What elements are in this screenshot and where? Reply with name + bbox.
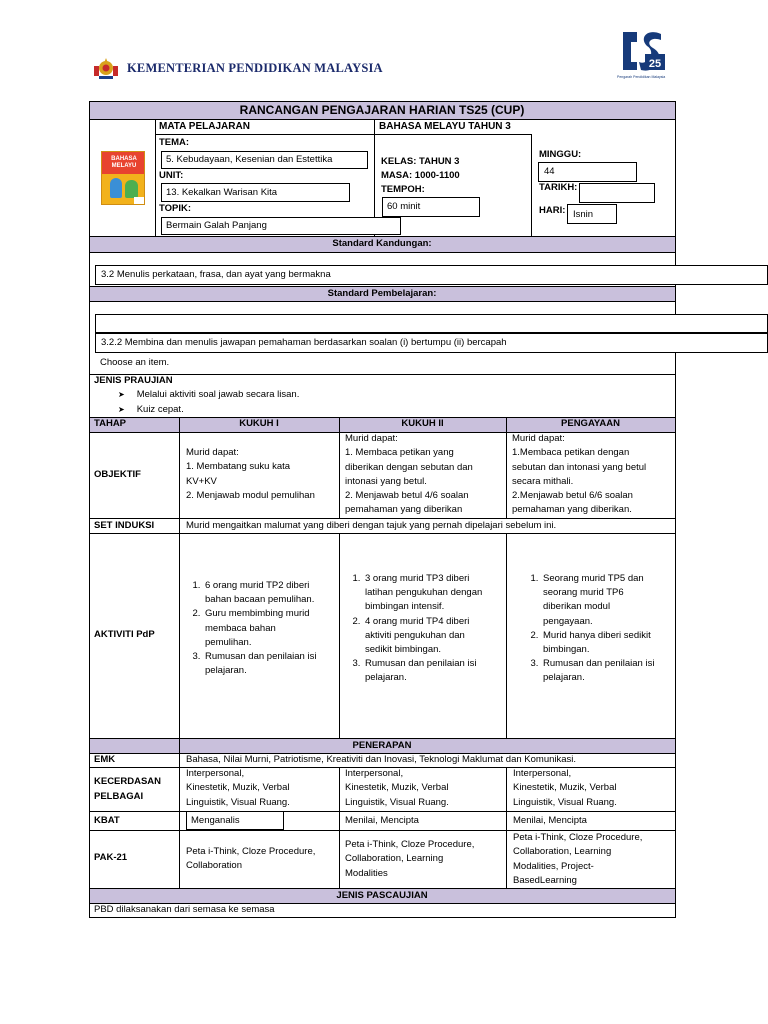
tarikh-field[interactable] xyxy=(579,183,655,203)
kecerdasan-pengayaan: Interpersonal, Kinestetik, Muzik, Verbal Linguistik, Visual Ruang. xyxy=(513,768,617,808)
pak21-kukuh-2: Peta i-Think, Cloze Procedure, Collaboration, Learning Modalities xyxy=(345,839,475,879)
unit-value: 13. Kekalkan Warisan Kita xyxy=(166,187,278,198)
kbat-kukuh-2: Menilai, Mencipta xyxy=(345,815,419,826)
ts25-logo xyxy=(617,26,667,82)
praujian-item: ➤ Melalui aktiviti soal jawab secara lisan. xyxy=(118,389,300,400)
kandungan-field[interactable] xyxy=(95,265,768,285)
ministry-title: KEMENTERIAN PENDIDIKAN MALAYSIA xyxy=(127,61,383,75)
pembelajaran-field[interactable] xyxy=(95,333,768,353)
topik-value: Bermain Galah Panjang xyxy=(166,220,267,231)
tarikh-label: TARIKH: xyxy=(539,182,578,193)
tema-label: TEMA: xyxy=(159,137,190,148)
kecerdasan-kukuh-1: Interpersonal, Kinestetik, Muzik, Verbal Linguistik, Visual Ruang. xyxy=(186,768,290,808)
topik-field[interactable] xyxy=(161,217,401,235)
minggu-field[interactable] xyxy=(538,162,637,182)
unit-field[interactable] xyxy=(161,183,350,202)
tahap-label: TAHAP xyxy=(94,418,127,429)
hari-value: Isnin xyxy=(573,209,594,220)
aktiviti-kukuh-2: 1. 3 orang murid TP3 diberi latihan pengukuhan dengan bimbingan intensif. 2. 4 orang murid TP4 diberi aktiviti pengukuhan dan sedikit bimbingan. 3. Rumusan dan penilaian isi pelajaran. xyxy=(340,572,505,686)
set-induksi-value: Murid mengaitkan malumat yang diberi dengan tajuk yang pernah dipelajari sebelum ini. xyxy=(186,520,557,531)
pak21-kukuh-1: Peta i-Think, Cloze Procedure, Collaboration xyxy=(186,846,316,872)
logo-caption: Pengarah Pendidikan Malaysia xyxy=(617,75,666,79)
kandungan-value: 3.2 Menulis perkataan, frasa, dan ayat yang bermakna xyxy=(101,269,331,280)
minggu-label: MINGGU: xyxy=(539,149,582,160)
choose-item-dropdown[interactable]: Choose an item. xyxy=(100,357,170,368)
ministry-crest xyxy=(90,56,122,82)
textbook-cover-title: BAHASA MELAYU xyxy=(111,156,137,169)
pascaujian-label: JENIS PASCAUJIAN xyxy=(336,890,428,901)
kbat-label: KBAT xyxy=(94,815,120,826)
praujian-item: ➤ Kuiz cepat. xyxy=(118,404,184,415)
pembelajaran-label: Standard Pembelajaran: xyxy=(327,288,437,299)
kandungan-label: Standard Kandungan: xyxy=(332,238,432,249)
objektif-kukuh-2: Murid dapat: 1. Membaca petikan yang diberikan dengan sebutan dan intonasi yang betul. 2. Menjawab betul 4/6 soalan pemahaman yang diberikan xyxy=(345,433,473,516)
pembelajaran-blank-field[interactable] xyxy=(95,314,768,333)
set-induksi-label: SET INDUKSI xyxy=(94,520,155,531)
pak21-pengayaan: Peta i-Think, Cloze Procedure, Collaboration, Learning Modalities, Project- BasedLearning xyxy=(513,832,643,886)
praujian-label: JENIS PRAUJIAN xyxy=(94,375,173,386)
tempoh-value: 60 minit xyxy=(387,201,421,212)
topik-label: TOPIK: xyxy=(159,203,192,214)
pak21-label: PAK-21 xyxy=(94,852,128,863)
masa-value: 1000-1100 xyxy=(414,170,460,181)
unit-label: UNIT: xyxy=(159,170,184,181)
ts25-logo-number: 25 xyxy=(648,58,662,70)
emk-value: Bahasa, Nilai Murni, Patriotisme, Kreativiti dan Inovasi, Teknologi Maklumat dan Komunikasi. xyxy=(186,754,577,765)
hari-field[interactable] xyxy=(567,204,617,224)
kecerdasan-label: KECERDASAN PELBAGAI xyxy=(94,776,162,802)
tahap-col-kukuh-1: KUKUH I xyxy=(239,418,279,429)
objektif-kukuh-1: Murid dapat: 1. Membatang suku kata KV+KV 2. Menjawab modul pemulihan xyxy=(186,447,315,501)
kbat-kukuh-1: Menganalis xyxy=(191,815,240,826)
arrow-bullet-icon: ➤ xyxy=(118,390,125,399)
tempoh-field[interactable] xyxy=(382,197,480,217)
tema-value: 5. Kebudayaan, Kesenian dan Estettika xyxy=(166,154,333,165)
tahap-col-pengayaan: PENGAYAAN xyxy=(561,418,620,429)
hari-label: HARI: xyxy=(539,205,566,216)
tempoh-label: TEMPOH: xyxy=(381,184,425,195)
masa-label: MASA: 1000-1100 xyxy=(381,170,460,181)
arrow-bullet-icon: ➤ xyxy=(118,405,125,414)
form-title: RANCANGAN PENGAJARAN HARIAN TS25 (CUP) xyxy=(239,103,525,117)
mata-pelajaran-label: MATA PELAJARAN xyxy=(159,121,250,132)
textbook-cover xyxy=(101,151,145,205)
aktiviti-pengayaan: 1. Seorang murid TP5 dan seorang murid TP6 diberikan modul pengayaan. 2. Murid hanya diberi sedikit bimbingan. 3. Rumusan dan penilaian isi pelajaran. xyxy=(507,572,674,686)
minggu-value: 44 xyxy=(544,166,555,177)
emk-label: EMK xyxy=(94,754,116,765)
tahap-col-kukuh-2: KUKUH II xyxy=(401,418,444,429)
pascaujian-value: PBD dilaksanakan dari semasa ke semasa xyxy=(94,904,275,915)
objektif-pengayaan: Murid dapat: 1.Membaca petikan dengan sebutan dan intonasi yang betul secara mithali. 2.Menjawab betul 6/6 soalan pemahaman yang diberikan. xyxy=(512,433,647,516)
kbat-field[interactable] xyxy=(186,811,284,830)
penerapan-label: PENERAPAN xyxy=(352,740,412,751)
kelas-label: KELAS: TAHUN 3 xyxy=(381,156,460,167)
kecerdasan-kukuh-2: Interpersonal, Kinestetik, Muzik, Verbal Linguistik, Visual Ruang. xyxy=(345,768,449,808)
tema-field[interactable] xyxy=(161,151,368,169)
mata-pelajaran-value: BAHASA MELAYU TAHUN 3 xyxy=(379,121,511,132)
kbat-pengayaan: Menilai, Mencipta xyxy=(513,815,587,826)
aktiviti-kukuh-1: 1. 6 orang murid TP2 diberi bahan bacaan pemulihan. 2. Guru membimbing murid membaca bahan pemulihan. 3. Rumusan dan penilaian isi pelajaran. xyxy=(180,579,338,678)
pembelajaran-value: 3.2.2 Membina dan menulis jawapan pemahaman berdasarkan soalan (i) bertumpu (ii) bercapah xyxy=(101,337,507,348)
objektif-label: OBJEKTIF xyxy=(94,469,141,480)
aktiviti-label: AKTIVITI PdP xyxy=(94,629,155,640)
